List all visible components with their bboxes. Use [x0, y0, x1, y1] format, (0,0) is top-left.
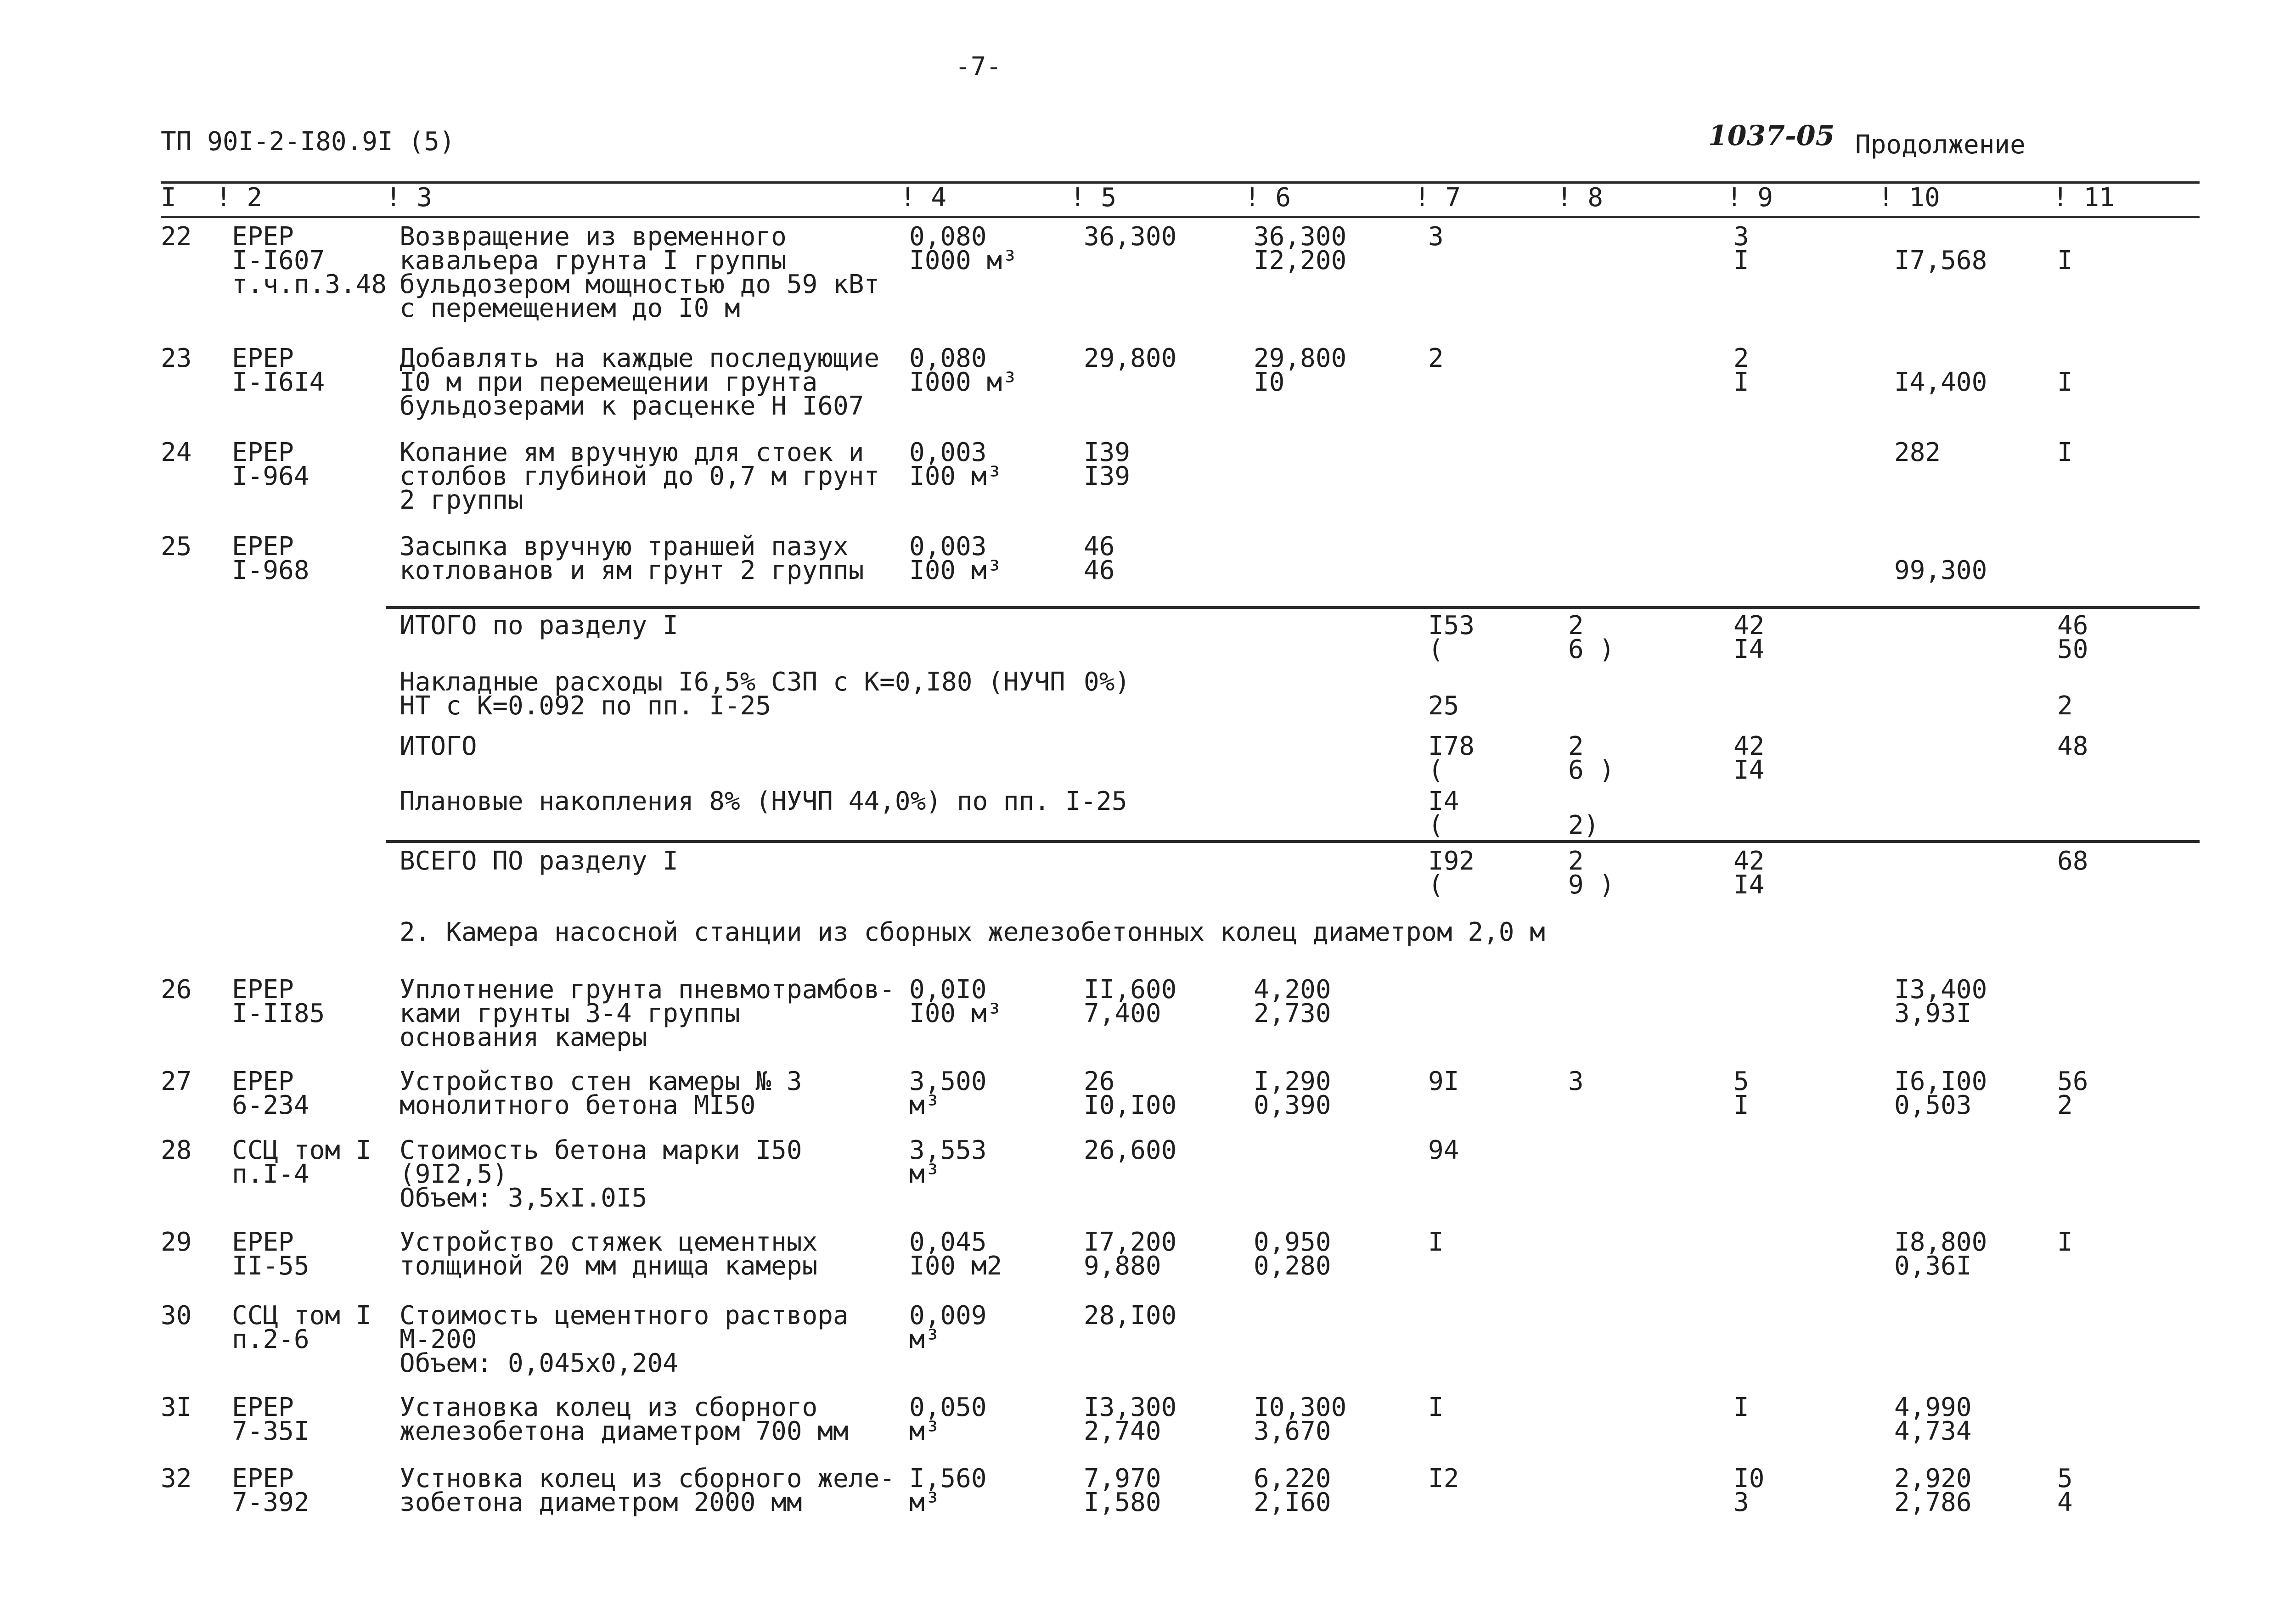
row-number: 28 — [161, 1135, 192, 1165]
work-description: Устновка колец из сборного желе- — [400, 1464, 895, 1493]
work-description: Установка колец из сборного — [400, 1392, 818, 1422]
cell-c5: 28,I00 — [1084, 1301, 1177, 1331]
work-description: столбов глубиной до 0,7 м грунт — [400, 461, 880, 491]
cell-c9: I — [1733, 246, 1749, 275]
rate-code: т.ч.п.3.48 — [232, 269, 387, 299]
work-description: ками грунты 3-4 группы — [400, 999, 740, 1028]
section-title: 2. Камера насосной станции из сборных железобетонных колец диаметром 2,0 м — [400, 917, 1545, 947]
cell-c5: 26 — [1084, 1067, 1115, 1096]
rate-code: ССЦ том I — [232, 1135, 371, 1165]
cell-c8: 6 ) — [1568, 755, 1615, 785]
cell-c5: 7,400 — [1084, 999, 1161, 1028]
cell-c7: I — [1428, 1227, 1444, 1257]
rate-code: 7-35I — [232, 1416, 310, 1446]
cell-c5: I39 — [1084, 438, 1131, 467]
cell-c9: 42 — [1733, 611, 1765, 640]
cell-c10: 2,786 — [1894, 1488, 1972, 1517]
cell-c6: 36,300 — [1254, 222, 1347, 252]
cell-c6: 0,390 — [1254, 1090, 1331, 1120]
row-number: 25 — [161, 532, 192, 561]
cell-c7: 94 — [1428, 1135, 1459, 1165]
cell-c10: I3,400 — [1894, 975, 1987, 1005]
cell-c11: 56 — [2057, 1067, 2088, 1096]
work-description: Объем: 0,045х0,204 — [400, 1348, 678, 1378]
handwritten-code: 1037-05 — [1708, 120, 1835, 152]
cell-c8: 9 ) — [1568, 870, 1615, 900]
quantity: м³ — [909, 1090, 940, 1120]
rate-code: ЕРЕР — [232, 532, 294, 561]
quantity: I00 м³ — [909, 999, 1002, 1028]
work-description: кавальера грунта I группы — [400, 246, 787, 275]
cell-c10: 0,503 — [1894, 1090, 1972, 1120]
rate-code: ЕРЕР — [232, 343, 294, 373]
quantity: I000 м³ — [909, 246, 1018, 275]
rate-code: ЕРЕР — [232, 1227, 294, 1257]
quantity: 0,045 — [909, 1227, 987, 1257]
cell-c10: I4,400 — [1894, 367, 1987, 397]
rate-code: ЕРЕР — [232, 438, 294, 467]
cell-c7: ( — [1428, 870, 1444, 900]
cell-c6: 2,730 — [1254, 999, 1331, 1028]
cell-c11: 48 — [2057, 731, 2088, 761]
rate-code: 6-234 — [232, 1090, 310, 1120]
quantity: 0,003 — [909, 532, 987, 561]
quantity: 0,003 — [909, 438, 987, 467]
rate-code: I-II85 — [232, 999, 325, 1028]
cell-c7: 3 — [1428, 222, 1444, 252]
work-description: Устройство стяжек цементных — [400, 1227, 818, 1257]
cell-c10: 3,93I — [1894, 999, 1972, 1028]
cell-c7: I53 — [1428, 611, 1475, 640]
cell-c11: 46 — [2057, 611, 2088, 640]
cell-c5: II,600 — [1084, 975, 1177, 1005]
cell-c5: 9,880 — [1084, 1251, 1161, 1281]
cell-c6: I,290 — [1254, 1067, 1331, 1096]
row-number: 29 — [161, 1227, 192, 1257]
quantity: 0,0I0 — [909, 975, 987, 1005]
cell-c7: ( — [1428, 755, 1444, 785]
row-number: 30 — [161, 1301, 192, 1331]
work-description: Устройство стен камеры № 3 — [400, 1067, 802, 1096]
row-number: 22 — [161, 222, 192, 252]
cell-c9: I4 — [1733, 870, 1765, 900]
quantity: I00 м³ — [909, 556, 1002, 585]
cell-c9: 42 — [1733, 731, 1765, 761]
subtotal-rule — [386, 606, 2200, 609]
subtotal-label: Плановые накопления 8% (НУЧП 44,0%) по пп. I-25 — [400, 786, 1127, 816]
rate-code: ЕРЕР — [232, 1067, 294, 1096]
rate-code: ЕРЕР — [232, 975, 294, 1005]
cell-c11: 50 — [2057, 634, 2088, 664]
quantity: I00 м2 — [909, 1251, 1002, 1281]
cell-c6: I0 — [1254, 367, 1285, 397]
work-description: бульдозером мощностью до 59 кВт — [400, 269, 880, 299]
cell-c11: 68 — [2057, 846, 2088, 876]
cell-c5: 36,300 — [1084, 222, 1177, 252]
quantity: м³ — [909, 1416, 940, 1446]
work-description: Засыпка вручную траншей пазух — [400, 532, 849, 561]
subtotal-label: НТ с К=0.092 по пп. I-25 — [400, 691, 771, 721]
column-header-cell: ! 9 — [1727, 183, 1773, 213]
column-header-cell: ! 10 — [1878, 183, 1940, 213]
cell-c11: 4 — [2057, 1488, 2073, 1517]
cell-c8: 2 — [1568, 611, 1584, 640]
cell-c6: 29,800 — [1254, 343, 1347, 373]
work-description: Добавлять на каждые последующие — [400, 343, 880, 373]
rate-code: ЕРЕР — [232, 222, 294, 252]
column-header-cell: ! 2 — [216, 183, 263, 213]
cell-c9: I4 — [1733, 634, 1765, 664]
cell-c5: I,580 — [1084, 1488, 1161, 1517]
subtotal-label: Накладные расходы I6,5% СЗП с К=0,I80 (НУЧП — [400, 667, 1065, 697]
work-description: (9I2,5) — [400, 1159, 508, 1189]
cell-c7: 2 — [1428, 343, 1444, 373]
cell-c7: 25 — [1428, 691, 1459, 721]
cell-c5: 26,600 — [1084, 1135, 1177, 1165]
cell-c9: 3 — [1733, 222, 1749, 252]
cell-c5: 2,740 — [1084, 1416, 1161, 1446]
quantity: м³ — [909, 1488, 940, 1517]
work-description: Уплотнение грунта пневмотрамбов- — [400, 975, 895, 1005]
cell-c5: 46 — [1084, 556, 1115, 585]
rate-code: I-I6I4 — [232, 367, 325, 397]
cell-c9: I — [1733, 1392, 1749, 1422]
cell-c11: I — [2057, 367, 2073, 397]
cell-c8: 2) — [1568, 810, 1599, 840]
subtotal-extra: 0%) — [1084, 667, 1131, 697]
work-description: Объем: 3,5хI.0I5 — [400, 1183, 647, 1213]
work-description: Возвращение из временного — [400, 222, 787, 252]
cell-c5: 46 — [1084, 532, 1115, 561]
work-description: Стоимость бетона марки I50 — [400, 1135, 802, 1165]
rate-code: I-I607 — [232, 246, 325, 275]
work-description: 2 группы — [400, 485, 523, 515]
work-description: железобетона диаметром 700 мм — [400, 1416, 849, 1446]
rate-code: п.I-4 — [232, 1159, 310, 1189]
quantity: 0,080 — [909, 343, 987, 373]
cell-c10: 0,36I — [1894, 1251, 1972, 1281]
work-description: Стоимость цементного раствора — [400, 1301, 849, 1331]
cell-c10: 282 — [1894, 438, 1941, 467]
work-description: I0 м при перемещении грунта — [400, 367, 818, 397]
rate-code: ЕРЕР — [232, 1392, 294, 1422]
row-number: 3I — [161, 1392, 192, 1422]
cell-c7: ( — [1428, 810, 1444, 840]
cell-c9: 2 — [1733, 343, 1749, 373]
document-code: ТП 90I-2-I80.9I (5) — [161, 127, 455, 157]
column-header-cell: ! 5 — [1070, 183, 1117, 213]
subtotal-label: ИТОГО по разделу I — [400, 611, 678, 640]
quantity: I00 м³ — [909, 461, 1002, 491]
cell-c6: 0,950 — [1254, 1227, 1331, 1257]
cell-c11: I — [2057, 438, 2073, 467]
quantity: м³ — [909, 1325, 940, 1354]
rate-code: ССЦ том I — [232, 1301, 371, 1331]
continuation-label: Продолжение — [1855, 130, 2026, 160]
cell-c5: I3,300 — [1084, 1392, 1177, 1422]
work-description: Копание ям вручную для стоек и — [400, 438, 864, 467]
rate-code: I-964 — [232, 461, 310, 491]
cell-c6: I2,200 — [1254, 246, 1347, 275]
work-description: бульдозерами к расценке Н I607 — [400, 391, 864, 421]
work-description: толщиной 20 мм днища камеры — [400, 1251, 818, 1281]
cell-c6: I0,300 — [1254, 1392, 1347, 1422]
cell-c10: 4,990 — [1894, 1392, 1972, 1422]
cell-c5: 7,970 — [1084, 1464, 1161, 1493]
column-header-cell: ! 8 — [1557, 183, 1604, 213]
cell-c10: 99,300 — [1894, 556, 1987, 585]
column-header-cell: ! 11 — [2053, 183, 2115, 213]
cell-c7: I78 — [1428, 731, 1475, 761]
rate-code: II-55 — [232, 1251, 310, 1281]
cell-c10: 2,920 — [1894, 1464, 1972, 1493]
cell-c9: I4 — [1733, 755, 1765, 785]
cell-c7: I — [1428, 1392, 1444, 1422]
cell-c11: I — [2057, 1227, 2073, 1257]
cell-c6: 3,670 — [1254, 1416, 1331, 1446]
quantity: I000 м³ — [909, 367, 1018, 397]
cell-c11: I — [2057, 246, 2073, 275]
cell-c7: ( — [1428, 634, 1444, 664]
cell-c8: 2 — [1568, 846, 1584, 876]
cell-c5: 29,800 — [1084, 343, 1177, 373]
cell-c9: I — [1733, 367, 1749, 397]
quantity: 3,500 — [909, 1067, 987, 1096]
cell-c6: 4,200 — [1254, 975, 1331, 1005]
quantity: 3,553 — [909, 1135, 987, 1165]
page-number: -7- — [955, 52, 1002, 82]
subtotal-label: ВСЕГО ПО разделу I — [400, 846, 678, 876]
column-header-cell: ! 7 — [1414, 183, 1461, 213]
quantity: I,560 — [909, 1464, 987, 1493]
work-description: монолитного бетона МI50 — [400, 1090, 756, 1120]
cell-c10: 4,734 — [1894, 1416, 1972, 1446]
cell-c10: I6,I00 — [1894, 1067, 1987, 1096]
work-description: с перемещением до I0 м — [400, 293, 740, 323]
header-rule-bottom — [161, 216, 2200, 218]
rate-code: 7-392 — [232, 1488, 310, 1517]
cell-c9: 42 — [1733, 846, 1765, 876]
cell-c11: 2 — [2057, 691, 2073, 721]
cell-c11: 5 — [2057, 1464, 2073, 1493]
work-description: М-200 — [400, 1325, 477, 1354]
column-header-cell: ! 3 — [386, 183, 433, 213]
cell-c6: 0,280 — [1254, 1251, 1331, 1281]
rate-code: п.2-6 — [232, 1325, 310, 1354]
cell-c11: 2 — [2057, 1090, 2073, 1120]
row-number: 23 — [161, 343, 192, 373]
quantity: 0,050 — [909, 1392, 987, 1422]
cell-c5: I7,200 — [1084, 1227, 1177, 1257]
rate-code: I-968 — [232, 556, 310, 585]
cell-c7: I92 — [1428, 846, 1475, 876]
work-description: зобетона диаметром 2000 мм — [400, 1488, 802, 1517]
cell-c10: I7,568 — [1894, 246, 1987, 275]
cell-c8: 6 ) — [1568, 634, 1615, 664]
row-number: 27 — [161, 1067, 192, 1096]
row-number: 24 — [161, 438, 192, 467]
cell-c8: 2 — [1568, 731, 1584, 761]
total-rule — [386, 840, 2200, 843]
rate-code: ЕРЕР — [232, 1464, 294, 1493]
cell-c9: I — [1733, 1090, 1749, 1120]
cell-c5: I39 — [1084, 461, 1131, 491]
row-number: 26 — [161, 975, 192, 1005]
cell-c7: 9I — [1428, 1067, 1459, 1096]
column-header-cell: ! 6 — [1244, 183, 1291, 213]
cell-c8: 3 — [1568, 1067, 1584, 1096]
cell-c9: 3 — [1733, 1488, 1749, 1517]
cell-c6: 2,I60 — [1254, 1488, 1331, 1517]
cell-c7: I4 — [1428, 786, 1459, 816]
quantity: 0,009 — [909, 1301, 987, 1331]
column-header-cell: ! 4 — [900, 183, 947, 213]
quantity: м³ — [909, 1159, 940, 1189]
subtotal-label: ИТОГО — [400, 731, 477, 761]
work-description: основания камеры — [400, 1022, 647, 1052]
column-header-cell: I — [161, 183, 176, 213]
row-number: 32 — [161, 1464, 192, 1493]
cell-c10: I8,800 — [1894, 1227, 1987, 1257]
cell-c5: I0,I00 — [1084, 1090, 1177, 1120]
quantity: 0,080 — [909, 222, 987, 252]
cell-c9: 5 — [1733, 1067, 1749, 1096]
cell-c9: I0 — [1733, 1464, 1765, 1493]
cell-c6: 6,220 — [1254, 1464, 1331, 1493]
work-description: котлованов и ям грунт 2 группы — [400, 556, 864, 585]
cell-c7: I2 — [1428, 1464, 1459, 1493]
